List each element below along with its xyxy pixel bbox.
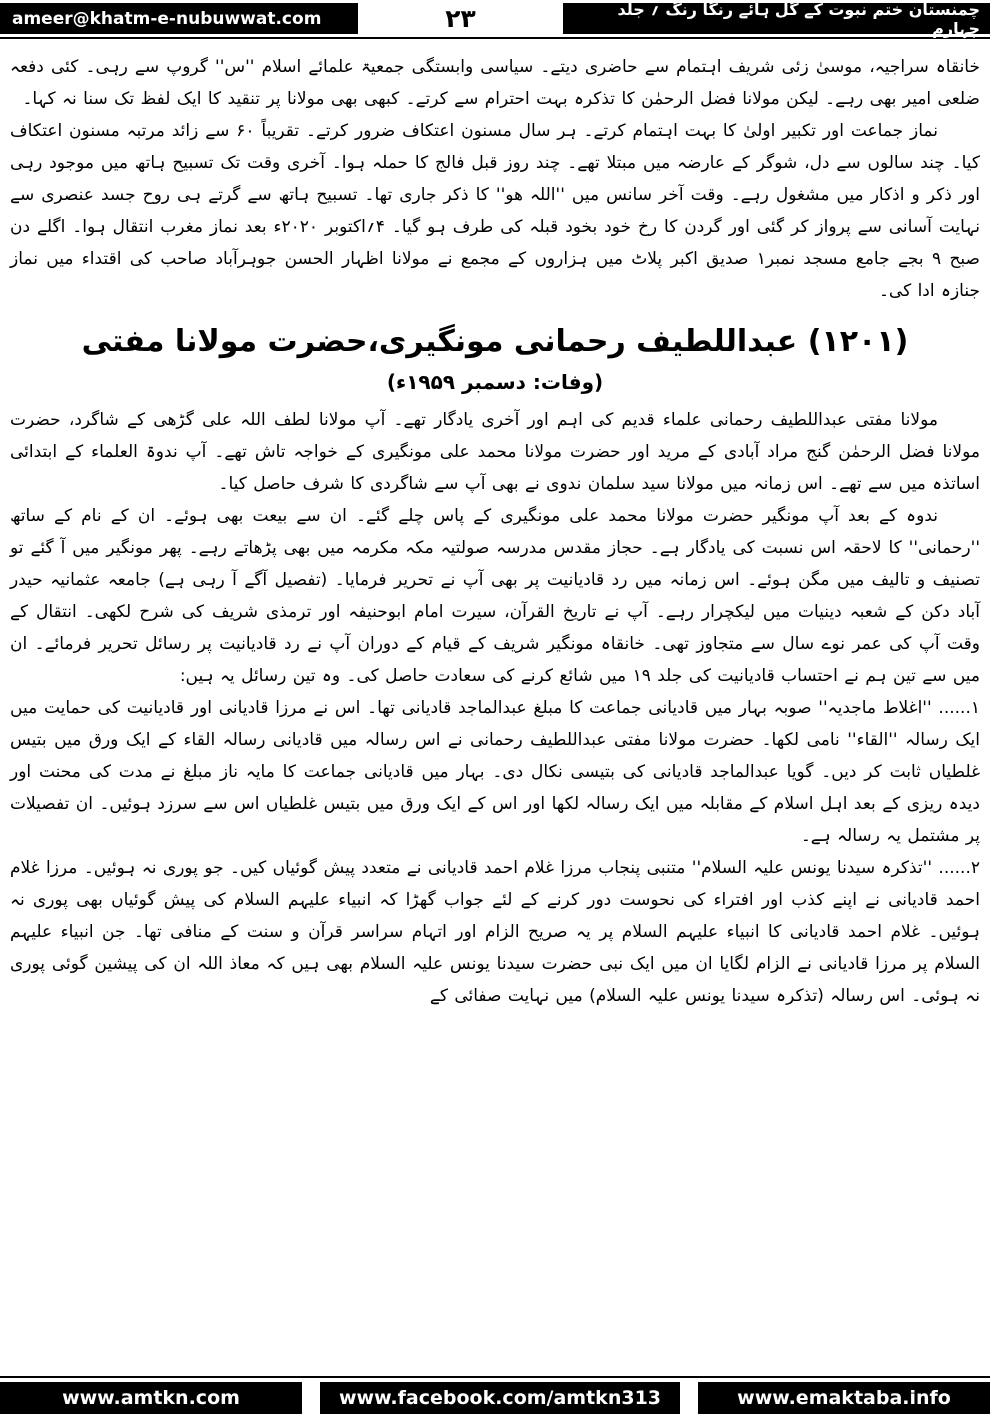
footer-url-amtkn bbox=[0, 1382, 302, 1414]
list-item-risala-1: ۱...... ''اغلاط ماجدیہ'' صوبہ بہار میں قادیانی جماعت کا مبلغ عبدالماجد قادیانی تھا۔ اس نے مرزا قادیانی اور قادیانیت کی حمایت میں ایک رسالہ ''القاء'' نامی لکھا۔ حضرت مولانا مفتی عبداللطیف رحمانی نے اس رسالہ میں قادیانی رسالہ القاء کے ایک ورق میں بتیس غلطیاں ثابت کر دیں۔ گویا عبدالماجد قادیانی کی بتیسی نکال دی۔ بہار میں قادیانی جماعت کا مایہ ناز مبلغ نے مدت کی محنت اور دیدہ ریزی کے بعد اہل اسلام کے مقابلہ میں ایک رسالہ لکھا اور اس کے ایک ورق میں بتیس غلطیاں اس سے سرزد ہوئیں۔ ان تفصیلات پر مشتمل یہ رسالہ ہے۔ bbox=[10, 697, 980, 846]
header-book-title-text: چمنستان ختم نبوت کے گل ہائے رنگا رنگ ؍ جلد چہارم bbox=[617, 0, 980, 38]
paragraph-biography-intro: مولانا مفتی عبداللطیف رحمانی علماء قدیم کی اہم اور آخری یادگار تھے۔ آپ مولانا لطف اللہ علی گڑھی کے شاگرد، حضرت مولانا فضل الرحمٰن گنج مراد آبادی کے مرید اور حضرت مولانا محمد علی مونگیری کے خواجہ تاش تھے۔ آپ ندوۃ العلماء کے ابتدائی اساتذہ میں سے تھے۔ اس زمانہ میں مولانا سید سلمان ندوی نے بھی آپ سے شاگردی کا شرف حاصل کیا۔ bbox=[10, 409, 980, 494]
page-header bbox=[0, 0, 990, 38]
footer-url-facebook-text: www.facebook.com/amtkn313 bbox=[338, 1387, 662, 1409]
footer-url-emaktaba-text: www.emaktaba.info bbox=[737, 1387, 951, 1409]
paragraph-namaz-itikaf: نماز جماعت اور تکبیر اولیٰ کا بہت اہتمام کرتے۔ ہر سال مسنون اعتکاف ضرور کرتے۔ تقریباً ۶۰ سے زائد مرتبہ مسنون اعتکاف کیا۔ چند سالوں سے دل، شوگر کے عارضہ میں مبتلا تھے۔ چند روز قبل فالج کا حملہ ہوا۔ آخری وقت تک تسبیح ہاتھ میں موجود رہی اور ذکر و اذکار میں مشغول رہے۔ وقت آخر سانس میں ''اللہ ھو'' کا ذکر جاری تھا۔ تسبیح ہاتھ سے گرتے ہی روح جسد عنصری سے نہایت آسانی سے پرواز کر گئی اور گردن کا رخ خود بخود قبلہ کی طرف ہو گیا۔ ۴؍اکتوبر ۲۰۲۰ء بعد نماز مغرب انتقال ہوا۔ اگلے دن صبح ۹ بجے جامع مسجد نمبر۱ صدیق اکبر پلاٹ میں ہزاروں کے مجمع نے مولانا اظہار الحسن جوہرآباد صاحب کی اقتداء میں نماز جنازہ ادا کی۔ bbox=[10, 121, 981, 301]
footer-gap bbox=[680, 1382, 698, 1414]
footer-url-amtkn-text: www.amtkn.com bbox=[62, 1387, 240, 1409]
footer-url-emaktaba bbox=[698, 1382, 990, 1414]
paragraph-khanqah: خانقاہ سراجیہ، موسیٰ زئی شریف اہتمام سے حاضری دیتے۔ سیاسی وابستگی جمعیۃ علمائے اسلام ''س'' گروپ سے رہی۔ کئی دفعہ ضلعی امیر بھی رہے۔ لیکن مولانا فضل الرحمٰن کا تذکرہ بہت احترام سے کرتے۔ کبھی بھی مولانا پر تنقید کا ایک لفظ تک سنا نہ کہا۔ bbox=[10, 57, 980, 109]
entry-heading: (۱۲۰۱) عبداللطیف رحمانی مونگیری،حضرت مولانا مفتی bbox=[81, 324, 909, 359]
paragraph-nadwa-monghyr: ندوہ کے بعد آپ مونگیر حضرت مولانا محمد علی مونگیری کے پاس چلے گئے۔ ان سے بیعت بھی ہوئے۔ ان کے نام کے ساتھ ''رحمانی'' کا لاحقہ اس نسبت کی یادگار ہے۔ حجاز مقدس مدرسہ صولتیہ مکہ مکرمہ میں بھی پڑھاتے رہے۔ پھر مونگیر میں آ گئے تو تصنیف و تالیف میں مگن ہوئے۔ اس زمانہ میں رد قادیانیت پر بھی آپ نے تحریر فرمایا۔ (تفصیل آگے آ رہی ہے) جامعہ عثمانیہ حیدر آباد دکن کے شعبہ دینیات میں لیکچرار رہے۔ آپ نے تاریخ القرآن، سیرت امام ابوحنیفہ اور ترمذی شریف کی شرح لکھی۔ انتقال کے وقت آپ کی عمر نوے سال سے متجاوز تھی۔ خانقاہ مونگیر شریف کے قیام کے دوران آپ نے رد قادیانیت پر رسائل تحریر فرمائے۔ ان میں سے تین ہم نے احتساب قادیانیت کی جلد ۱۹ میں شائع کرنے کی سعادت حاصل کی۔ وہ تین رسائل یہ ہیں: bbox=[10, 505, 980, 686]
page-number: ۲۳ bbox=[445, 4, 476, 33]
page-footer bbox=[0, 1382, 990, 1414]
footer-divider-rule bbox=[0, 1376, 990, 1378]
page-body bbox=[0, 39, 990, 1012]
page-number-zone bbox=[358, 3, 563, 34]
header-email-bar bbox=[0, 3, 358, 34]
footer-url-facebook bbox=[320, 1382, 680, 1414]
header-email-text: ameer@khatm-e-nubuwwat.com bbox=[12, 8, 322, 29]
header-book-title-bar bbox=[563, 0, 990, 38]
list-item-risala-2: ۲...... ''تذکرہ سیدنا یونس علیہ السلام'' متنبی پنجاب مرزا غلام احمد قادیانی نے متعدد پیش گوئیاں کیں۔ جو پوری نہ ہوئیں۔ مرزا غلام احمد قادیانی نے اپنے کذب اور افتراء کی نحوست دور کرنے کے لئے جواب گھڑا کہ انبیاء علیہم السلام کی پیش گوئیاں بھی پوری نہ ہوئیں۔ غلام احمد قادیانی کا انبیاء علیہم السلام پر یہ صریح الزام اور اتہام سراسر قرآن و سنت کے منافی تھا۔ جن انبیاء علیہم السلام پر مرزا قادیانی نے الزام لگایا ان میں ایک نبی حضرت سیدنا یونس علیہ السلام بھی ہیں کہ معاذ اللہ ان کی پیشین گوئی پوری نہ ہوئی۔ اس رسالہ (تذکرہ سیدنا یونس علیہ السلام) میں نہایت صفائی کے bbox=[10, 857, 980, 1006]
entry-death-date: (وفات: دسمبر ۱۹۵۹ء) bbox=[386, 369, 604, 394]
footer-gap bbox=[302, 1382, 320, 1414]
